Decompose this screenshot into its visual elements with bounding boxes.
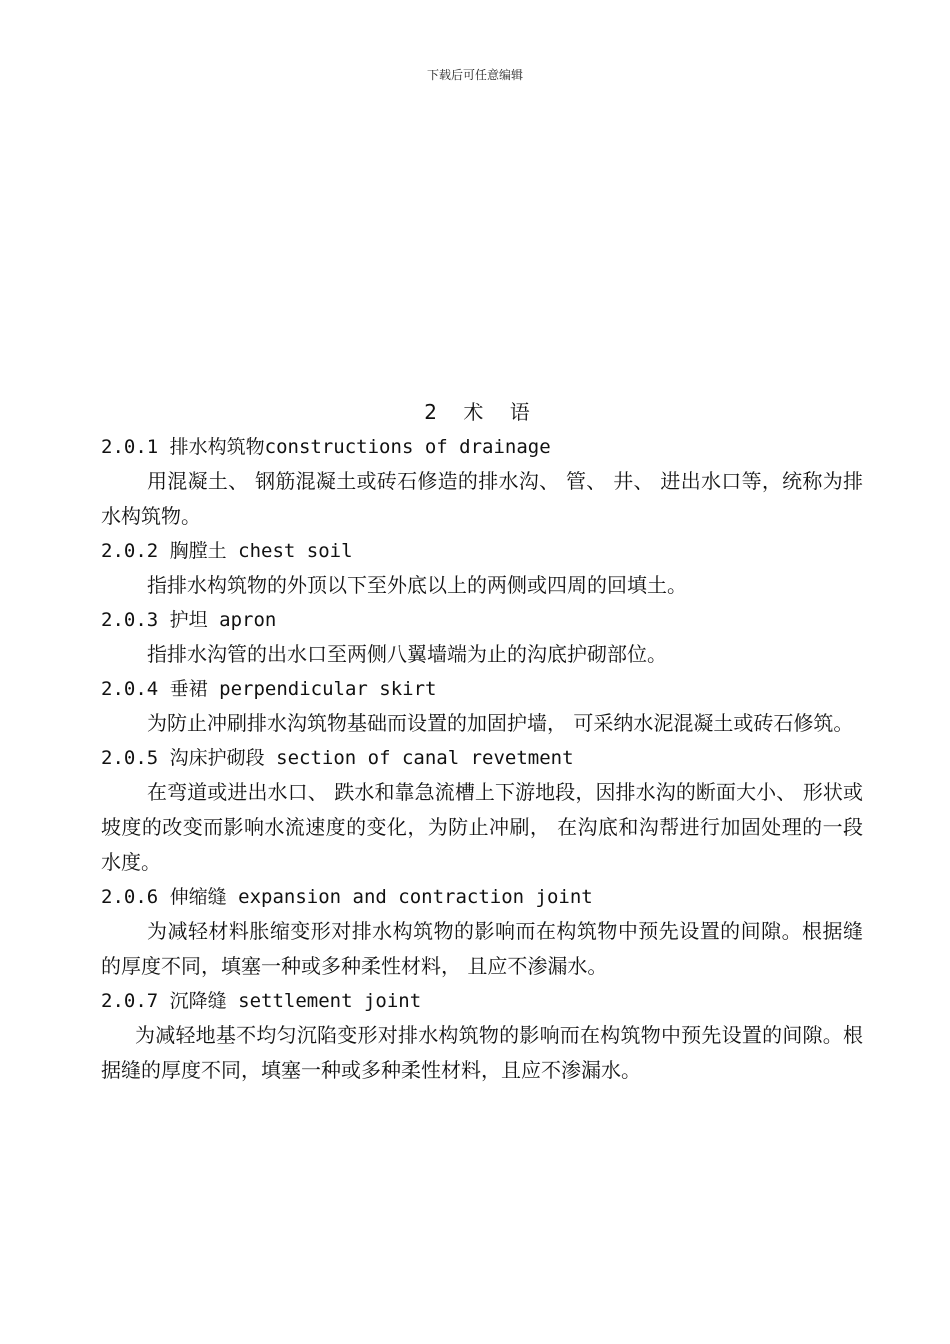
term-english: apron bbox=[219, 609, 277, 631]
terms-list bbox=[101, 430, 863, 1088]
term-definition: 在弯道或进出水口、 跌水和靠急流槽上下游地段，因排水沟的断面大小、 形状或坡度的改变而影响水流速度的变化，为防止冲刷， 在沟底和沟帮进行加固处理的一段水度。 bbox=[101, 780, 863, 874]
term-heading bbox=[101, 741, 863, 775]
term-chinese: 垂裙 bbox=[169, 678, 208, 700]
term-english: section of canal revetment bbox=[276, 747, 574, 769]
term-number: 2.0.5 bbox=[101, 747, 159, 769]
term-english: expansion and contraction joint bbox=[238, 886, 593, 908]
term-english: constructions of drainage bbox=[264, 436, 551, 458]
term-definition: 指排水构筑物的外顶以下至外底以上的两侧或四周的回填土。 bbox=[147, 573, 687, 597]
term-heading bbox=[101, 984, 863, 1018]
term-2-0-3 bbox=[101, 603, 863, 672]
term-number: 2.0.1 bbox=[101, 436, 159, 458]
term-heading bbox=[101, 534, 863, 568]
term-2-0-2 bbox=[101, 534, 863, 603]
term-number: 2.0.7 bbox=[101, 990, 159, 1012]
term-2-0-5 bbox=[101, 741, 863, 880]
term-number: 2.0.4 bbox=[101, 678, 159, 700]
term-chinese: 胸膛土 bbox=[169, 540, 227, 562]
term-chinese: 沉降缝 bbox=[169, 990, 227, 1012]
section-title: 2 术 语 bbox=[424, 400, 540, 424]
term-heading bbox=[101, 672, 863, 706]
term-definition: 为减轻地基不均匀沉陷变形对排水构筑物的影响而在构筑物中预先设置的间隙。根据缝的厚度不同，填塞一种或多种柔性材料，且应不渗漏水。 bbox=[101, 1023, 863, 1082]
term-2-0-6 bbox=[101, 880, 863, 984]
term-heading bbox=[101, 880, 863, 914]
term-definition: 为减轻材料胀缩变形对排水构筑物的影响而在构筑物中预先设置的间隙。根据缝的厚度不同，填塞一种或多种柔性材料， 且应不渗漏水。 bbox=[101, 919, 863, 978]
term-definition: 指排水沟管的出水口至两侧八翼墙端为止的沟底护砌部位。 bbox=[147, 642, 667, 666]
term-english: chest soil bbox=[238, 540, 353, 562]
term-chinese: 排水构筑物 bbox=[169, 436, 265, 458]
term-chinese: 沟床护砌段 bbox=[169, 747, 265, 769]
term-definition: 用混凝土、 钢筋混凝土或砖石修造的排水沟、 管、 井、 进出水口等，统称为排水构筑物。 bbox=[101, 469, 863, 528]
page-header-note: 下载后可任意编辑 bbox=[426, 68, 523, 82]
term-heading bbox=[101, 603, 863, 637]
term-heading bbox=[101, 430, 863, 464]
term-number: 2.0.3 bbox=[101, 609, 159, 631]
term-english: perpendicular skirt bbox=[219, 678, 437, 700]
term-2-0-7 bbox=[101, 984, 863, 1088]
term-english: settlement joint bbox=[238, 990, 422, 1012]
term-number: 2.0.2 bbox=[101, 540, 159, 562]
term-2-0-1 bbox=[101, 430, 863, 534]
term-chinese: 伸缩缝 bbox=[169, 886, 227, 908]
term-2-0-4 bbox=[101, 672, 863, 741]
term-number: 2.0.6 bbox=[101, 886, 159, 908]
term-definition: 为防止冲刷排水沟筑物基础而设置的加固护墙， 可采纳水泥混凝土或砖石修筑。 bbox=[147, 711, 854, 735]
term-chinese: 护坦 bbox=[169, 609, 208, 631]
